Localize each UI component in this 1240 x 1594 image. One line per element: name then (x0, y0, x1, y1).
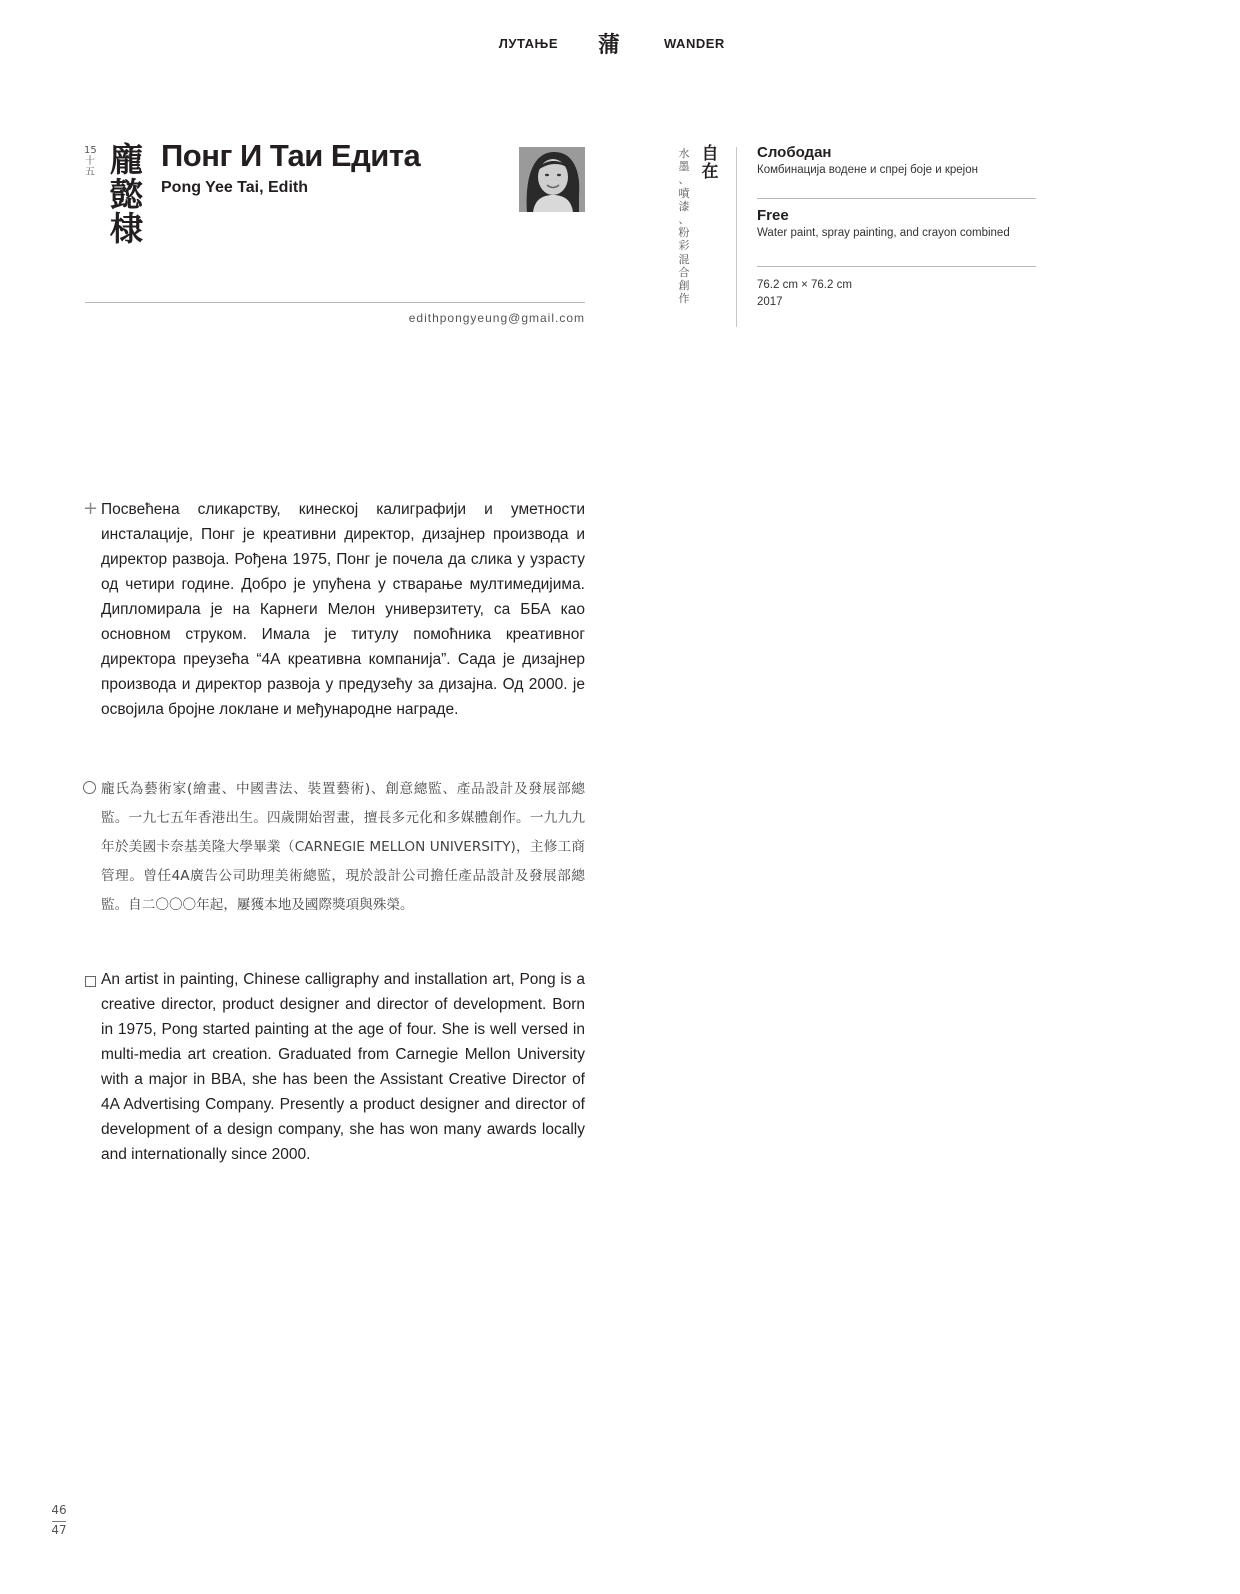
medium-zh-char: 粉 (678, 226, 690, 240)
artist-name-chinese (110, 140, 146, 249)
bio-english: An artist in painting, Chinese calligraphy and installation art, Pong is a creative director, product designer and director of development. Born in 1975, Pong started painting at the age of four. She is well versed in multi-media art creation. Graduated from Carnegie Mellon University with a major in BBA, she has been the Assistant Creative Director of 4A Advertising Company. Presently a product designer and director of development of a design company, she has won many awards locally and internationally since 2000. (101, 971, 585, 1163)
artist-name-zh-char: 龐 (110, 140, 143, 179)
artwork-medium-serbian: Комбинација водене и спреј боје и крејон (757, 164, 978, 176)
header-left-title: ЛУТАЊЕ (498, 36, 558, 51)
medium-zh-char: 混 (678, 252, 690, 266)
medium-zh-char: 、 (678, 213, 690, 227)
artist-portrait-photo (519, 147, 585, 212)
medium-zh-char: 墨 (678, 160, 690, 174)
artwork-title-chinese-vertical (700, 145, 720, 181)
artwork-medium-chinese-vertical (677, 147, 691, 305)
artwork-medium-english: Water paint, spray painting, and crayon combined (757, 227, 1010, 239)
artist-name-zh-char: 棣 (110, 209, 143, 249)
header-right-title: WANDER (664, 36, 725, 51)
artwork-vertical-divider (736, 147, 737, 327)
artist-number-vertical (84, 145, 96, 178)
artwork-year: 2017 (757, 296, 783, 308)
medium-zh-char: 彩 (678, 239, 690, 253)
medium-zh-char: 作 (678, 292, 690, 306)
medium-zh-char: 漆 (678, 199, 690, 213)
portrait-illustration (519, 147, 585, 212)
medium-zh-char: 水 (678, 147, 690, 160)
page-number-right: 47 (51, 1523, 67, 1537)
artist-number-zh-2: 五 (85, 167, 95, 178)
title-zh-char: 自 (701, 144, 719, 164)
artist-number-zh-1: 十 (85, 156, 95, 167)
artist-email[interactable]: edithpongyeung@gmail.com (408, 311, 585, 325)
artist-name-serbian: Понг И Таи Едита (161, 138, 421, 173)
artist-number-digits: 15 (84, 145, 97, 156)
artwork-divider-1 (757, 198, 1036, 199)
medium-zh-char: 創 (678, 279, 690, 293)
page-number-divider (52, 1521, 66, 1522)
medium-zh-char: 、 (678, 173, 690, 187)
bio-serbian: Посвећена сликарству, кинеској калиграфији и уметности инсталације, Понг је креативни директор, дизајнер производа и директор развоја. Рођена 1975, Понг је почела да слика у узрасту од четири године. Добро је упућена у стварање мултимедијима. Дипломирала је на Карнеги Мелон универзитету, са ББА као основном струком. Имала је титулу помоћника креативног директора преузећа “4А креативна компанија”. Сада је дизајнер производа и директор развоја у предузећу за дизајна. Од 2000. је освојила бројне локлане и међународне награде. (101, 501, 585, 718)
artwork-dimensions: 76.2 cm × 76.2 cm (757, 279, 852, 291)
square-marker-icon (85, 976, 96, 987)
name-divider (85, 302, 585, 303)
title-zh-char: 在 (701, 162, 719, 182)
artist-name-zh-char: 懿 (110, 174, 143, 214)
artwork-title-english: Free (757, 207, 789, 224)
header-center-glyph: 蒲 (598, 33, 621, 58)
medium-zh-char: 噴 (678, 186, 690, 200)
medium-zh-char: 合 (678, 265, 690, 279)
page-number-left: 46 (51, 1503, 67, 1517)
artwork-title-serbian: Слободан (757, 144, 832, 161)
artist-name-english: Pong Yee Tai, Edith (161, 179, 308, 196)
circle-marker-icon (83, 781, 96, 794)
artwork-divider-2 (757, 266, 1036, 267)
bio-chinese: 龐氏為藝術家(繪畫、中國書法、裝置藝術)、創意總監、產品設計及發展部總監。一九七五年香港出生。四歲開始習畫，擅長多元化和多媒體創作。一九九九年於美國卡奈基美隆大學畢業（CARNEGIE MELLON UNIVERSITY)，主修工商管理。曾任4A廣告公司助理美術總監，現於設計公司擔任產品設計及發展部總監。自二〇〇〇年起，屢獲本地及國際獎項與殊榮。 (101, 781, 585, 913)
plus-marker-icon: + (83, 498, 99, 519)
